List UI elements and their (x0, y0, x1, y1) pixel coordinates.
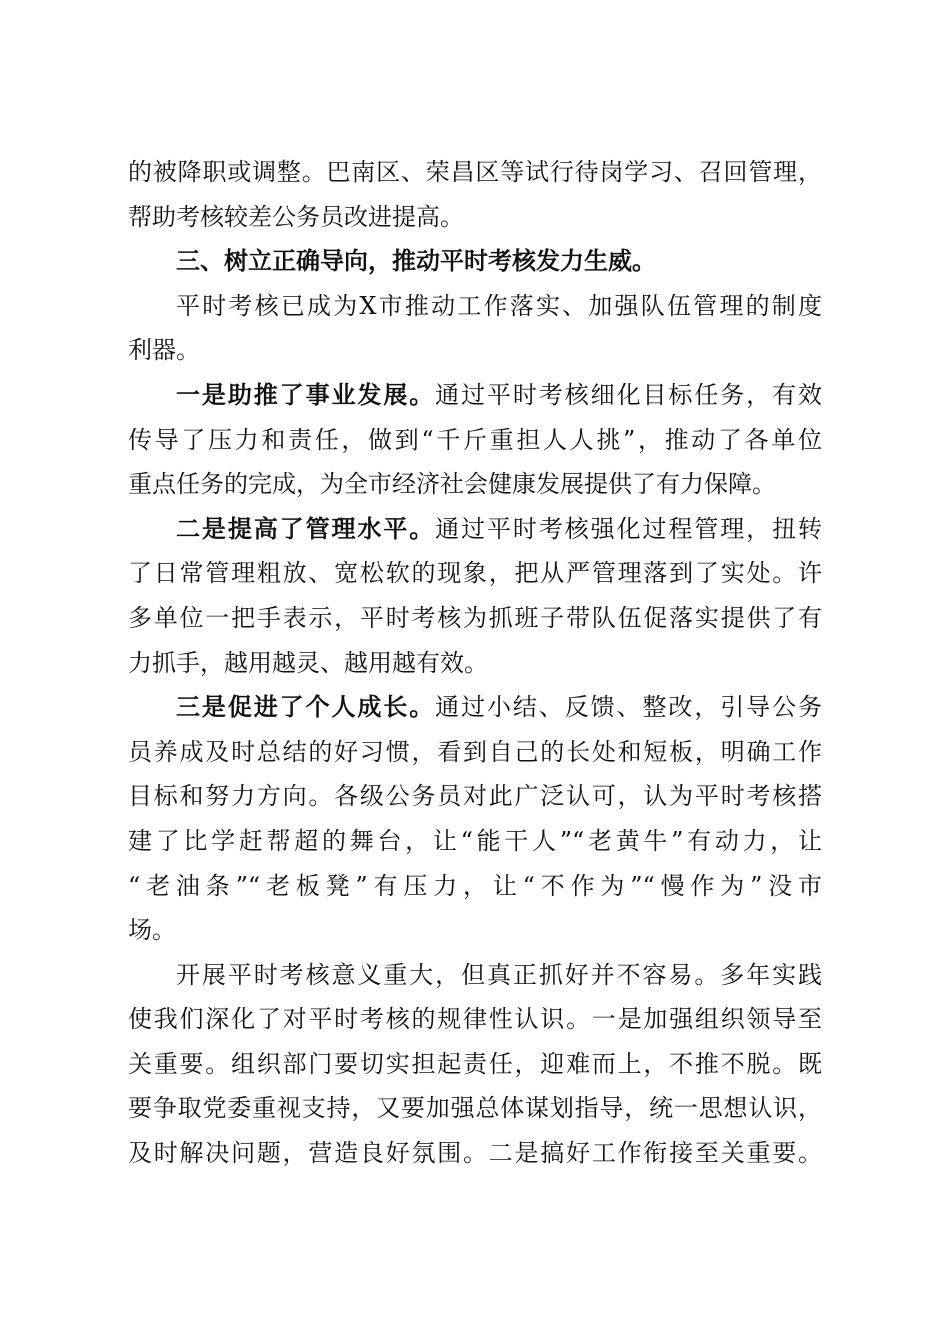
paragraph (128, 953, 822, 1176)
text-line: 开展平时考核意义重大，但真正抓好并不容易。多年实践 (176, 960, 822, 989)
text-line: 利器。 (128, 336, 200, 365)
text-line: 要争取党委重视支持，又要加强总体谋划指导，统一思想认识， (128, 1094, 822, 1123)
text-line: 场。 (128, 916, 176, 945)
text-line: 帮助考核较差公务员改进提高。 (128, 202, 464, 231)
text-line: 重点任务的完成，为全市经济社会健康发展提供了有力保障。 (128, 470, 776, 499)
paragraph (128, 507, 822, 685)
text-segment: 通过小结、反馈、整改，引导公务 (435, 693, 823, 722)
text-line: 力抓手，越用越灵、越用越有效。 (128, 648, 488, 677)
paragraph-lead: 一是助推了事业发展。 (176, 379, 436, 409)
text-line (128, 507, 822, 552)
text-line: 关重要。组织部门要切实担起责任，迎难而上，不推不脱。既 (128, 1049, 822, 1078)
text-line: 平时考核已成为X市推动工作落实、加强队伍管理的制度 (176, 291, 822, 320)
text-line: 传导了压力和责任，做到“千斤重担人人挑”，推动了各单位 (128, 425, 822, 454)
section-heading: 三、树立正确导向，推动平时考核发力生威。 (176, 247, 656, 276)
paragraph (128, 685, 822, 953)
paragraph-lead: 三是促进了个人成长。 (176, 692, 436, 722)
text-line: 及时解决问题，营造良好氛围。二是搞好工作衔接至关重要。 (128, 1139, 822, 1168)
text-line (128, 685, 822, 730)
text-line: 员养成及时总结的好习惯，看到自己的长处和短板，明确工作 (128, 737, 822, 766)
document-page (128, 150, 822, 1176)
text-line: 使我们深化了对平时考核的规律性认识。一是加强组织领导至 (128, 1005, 822, 1034)
text-line: 的被降职或调整。巴南区、荣昌区等试行待岗学习、召回管理， (128, 158, 822, 186)
paragraph-lead: 二是提高了管理水平。 (176, 513, 436, 543)
text-line: “老油条”“老板凳”有压力，让“不作为”“慢作为”没市 (128, 871, 822, 900)
text-segment: 通过平时考核强化过程管理，扭转 (435, 514, 823, 543)
text-line (128, 373, 822, 418)
paragraph (128, 373, 822, 507)
text-line: 了日常管理粗放、宽松软的现象，把从严管理落到了实处。许 (128, 559, 822, 588)
text-line: 目标和努力方向。各级公务员对此广泛认可，认为平时考核搭 (128, 782, 822, 811)
text-line: 多单位一把手表示，平时考核为抓班子带队伍促落实提供了有 (128, 603, 822, 632)
paragraph (128, 284, 822, 373)
text-line: 建了比学赶帮超的舞台，让“能干人”“老黄牛”有动力，让 (128, 826, 822, 855)
paragraph (128, 150, 822, 239)
text-segment: 通过平时考核细化目标任务，有效 (435, 380, 823, 409)
